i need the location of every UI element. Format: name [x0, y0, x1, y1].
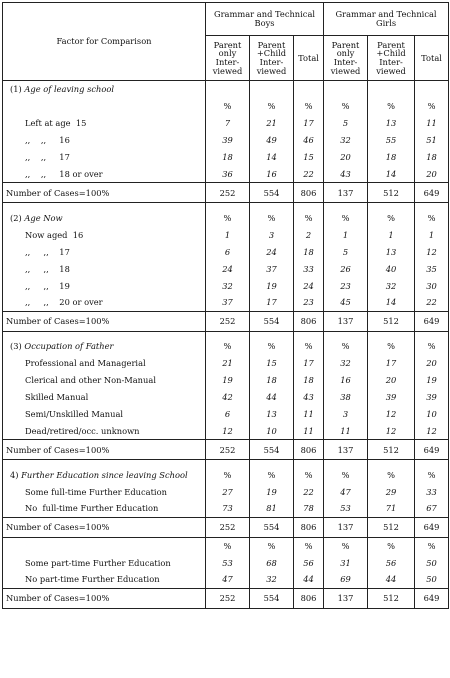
percent-sign: % — [415, 537, 449, 554]
value-cell: 27 — [206, 483, 250, 500]
value-cell: 30 — [415, 277, 449, 294]
table-row — [3, 372, 449, 389]
percent-sign: % — [324, 209, 368, 226]
value-cell: 13 — [250, 406, 294, 423]
table-row — [3, 166, 449, 183]
table-row — [3, 115, 449, 132]
percent-sign: % — [368, 338, 415, 355]
cases-value: 554 — [250, 183, 294, 203]
value-cell: 17 — [250, 294, 294, 311]
table-row — [3, 355, 449, 372]
value-cell: 33 — [294, 260, 324, 277]
percent-sign: % — [324, 338, 368, 355]
row-label: Clerical and other Non-Manual — [3, 372, 206, 389]
value-cell: 32 — [206, 277, 250, 294]
percent-sign: % — [415, 209, 449, 226]
factor-header: Factor for Comparison — [3, 3, 206, 81]
value-cell: 1 — [415, 226, 449, 243]
value-cell: 7 — [206, 115, 250, 132]
value-cell: 19 — [415, 372, 449, 389]
section-heading-row — [3, 81, 449, 98]
table-row — [3, 483, 449, 500]
row-label: Some part-time Further Education — [3, 554, 206, 571]
value-cell: 56 — [294, 554, 324, 571]
value-cell: 17 — [294, 115, 324, 132]
value-cell: 44 — [250, 389, 294, 406]
percent-sign: % — [206, 98, 250, 115]
value-cell: 50 — [415, 571, 449, 588]
percent-sign: % — [368, 466, 415, 483]
value-cell: 24 — [206, 260, 250, 277]
value-cell: 42 — [206, 389, 250, 406]
value-cell — [368, 81, 415, 98]
cases-label: Number of Cases=100% — [3, 311, 206, 331]
value-cell: 35 — [415, 260, 449, 277]
value-cell: 47 — [324, 483, 368, 500]
table-row — [3, 98, 449, 115]
boys-parent-header: Parent only Inter- viewed — [206, 36, 250, 81]
percent-sign: % — [250, 98, 294, 115]
percent-sign: % — [294, 466, 324, 483]
row-label: Professional and Managerial — [3, 355, 206, 372]
value-cell: 10 — [250, 423, 294, 440]
section-title-text: Age Now — [24, 212, 63, 223]
cases-value: 252 — [206, 183, 250, 203]
section-title-text: Occupation of Father — [24, 341, 114, 351]
value-cell: 11 — [294, 423, 324, 440]
cases-value: 137 — [324, 440, 368, 460]
percent-sign: % — [294, 209, 324, 226]
value-cell: 37 — [206, 294, 250, 311]
value-cell: 12 — [415, 423, 449, 440]
row-label: ,, ,, 19 — [3, 277, 206, 294]
section-title-text: Further Education since leaving School — [21, 469, 188, 480]
table-row — [3, 132, 449, 149]
section-title — [3, 466, 206, 483]
value-cell: 11 — [415, 115, 449, 132]
value-cell: 51 — [415, 132, 449, 149]
value-cell: 5 — [324, 115, 368, 132]
value-cell: 53 — [206, 554, 250, 571]
value-cell: 1 — [206, 226, 250, 243]
value-cell: 23 — [294, 294, 324, 311]
percent-sign: % — [250, 338, 294, 355]
row-label: No full-time Further Education — [3, 500, 206, 517]
percent-sign: % — [368, 209, 415, 226]
section-heading-row — [3, 209, 449, 226]
percent-sign: % — [324, 98, 368, 115]
value-cell: 78 — [294, 500, 324, 517]
value-cell: 1 — [324, 226, 368, 243]
cases-value: 137 — [324, 183, 368, 203]
percent-sign: % — [250, 537, 294, 554]
row-label — [3, 98, 206, 115]
value-cell: 15 — [294, 149, 324, 166]
value-cell: 33 — [415, 483, 449, 500]
cases-value: 554 — [250, 311, 294, 331]
row-label: ,, ,, 16 — [3, 132, 206, 149]
cases-value: 252 — [206, 517, 250, 537]
value-cell: 19 — [206, 372, 250, 389]
table-row — [3, 406, 449, 423]
cases-value: 649 — [415, 517, 449, 537]
table-row — [3, 260, 449, 277]
cases-value: 649 — [415, 311, 449, 331]
value-cell: 3 — [250, 226, 294, 243]
row-label: Skilled Manual — [3, 389, 206, 406]
value-cell — [324, 81, 368, 98]
value-cell: 16 — [324, 372, 368, 389]
percent-sign: % — [415, 338, 449, 355]
value-cell: 6 — [206, 243, 250, 260]
section-title-text: Age of leaving school — [24, 84, 114, 95]
percent-sign: % — [294, 338, 324, 355]
value-cell: 21 — [206, 355, 250, 372]
cases-value: 806 — [294, 311, 324, 331]
row-label: ,, ,, 18 or over — [3, 166, 206, 183]
percent-sign: % — [250, 209, 294, 226]
section-title — [3, 81, 206, 98]
percent-sign: % — [206, 537, 250, 554]
value-cell: 71 — [368, 500, 415, 517]
row-label: No part-time Further Education — [3, 571, 206, 588]
value-cell: 45 — [324, 294, 368, 311]
value-cell: 55 — [368, 132, 415, 149]
value-cell: 36 — [206, 166, 250, 183]
value-cell: 26 — [324, 260, 368, 277]
value-cell: 18 — [294, 243, 324, 260]
value-cell: 40 — [368, 260, 415, 277]
value-cell: 12 — [368, 406, 415, 423]
value-cell: 32 — [368, 277, 415, 294]
row-label: Left at age 15 — [3, 115, 206, 132]
value-cell: 24 — [250, 243, 294, 260]
cases-label: Number of Cases=100% — [3, 183, 206, 203]
value-cell: 38 — [324, 389, 368, 406]
cases-value: 554 — [250, 440, 294, 460]
value-cell: 12 — [206, 423, 250, 440]
cases-value: 806 — [294, 183, 324, 203]
value-cell: 20 — [415, 166, 449, 183]
value-cell: 69 — [324, 571, 368, 588]
value-cell: 12 — [368, 423, 415, 440]
section-heading-row — [3, 466, 449, 483]
value-cell: 14 — [250, 149, 294, 166]
section-number: (2) — [10, 212, 25, 223]
percent-sign: % — [250, 466, 294, 483]
value-cell: 17 — [294, 355, 324, 372]
total-row — [3, 183, 449, 203]
value-cell: 20 — [368, 372, 415, 389]
value-cell: 56 — [368, 554, 415, 571]
value-cell: 2 — [294, 226, 324, 243]
total-row — [3, 311, 449, 331]
girls-total-header: Total — [415, 36, 449, 81]
value-cell: 37 — [250, 260, 294, 277]
cases-value: 252 — [206, 440, 250, 460]
percent-sign: % — [294, 537, 324, 554]
section-title — [3, 209, 206, 226]
value-cell: 15 — [250, 355, 294, 372]
value-cell: 16 — [250, 166, 294, 183]
value-cell: 21 — [250, 115, 294, 132]
row-label: Now aged 16 — [3, 226, 206, 243]
value-cell: 81 — [250, 500, 294, 517]
value-cell: 1 — [368, 226, 415, 243]
percent-sign: % — [324, 466, 368, 483]
section-number: 4) — [10, 469, 22, 480]
value-cell: 18 — [415, 149, 449, 166]
percent-sign: % — [415, 466, 449, 483]
girls-parent-child-header: Parent +Child Inter- viewed — [368, 36, 415, 81]
value-cell: 67 — [415, 500, 449, 517]
table-row — [3, 277, 449, 294]
value-cell: 18 — [206, 149, 250, 166]
value-cell: 17 — [368, 355, 415, 372]
table-row — [3, 389, 449, 406]
girls-parent-header: Parent only Inter- viewed — [324, 36, 368, 81]
section-number: (1) — [10, 84, 25, 95]
cases-value: 137 — [324, 517, 368, 537]
cases-value: 649 — [415, 588, 449, 608]
percent-sign: % — [415, 98, 449, 115]
value-cell: 13 — [368, 115, 415, 132]
value-cell: 68 — [250, 554, 294, 571]
percent-sign: % — [294, 98, 324, 115]
value-cell: 24 — [294, 277, 324, 294]
table-row — [3, 500, 449, 517]
cases-value: 806 — [294, 588, 324, 608]
value-cell: 20 — [415, 355, 449, 372]
cases-value: 512 — [368, 588, 415, 608]
value-cell: 12 — [415, 243, 449, 260]
value-cell: 22 — [294, 166, 324, 183]
cases-value: 137 — [324, 588, 368, 608]
comparison-table — [2, 2, 449, 609]
total-row — [3, 440, 449, 460]
value-cell: 10 — [415, 406, 449, 423]
value-cell: 14 — [368, 294, 415, 311]
value-cell: 44 — [294, 571, 324, 588]
boys-parent-child-header: Parent +Child Inter- viewed — [250, 36, 294, 81]
value-cell: 46 — [294, 132, 324, 149]
cases-value: 554 — [250, 588, 294, 608]
percent-sign: % — [206, 466, 250, 483]
table-row — [3, 294, 449, 311]
value-cell: 39 — [206, 132, 250, 149]
value-cell: 14 — [368, 166, 415, 183]
value-cell: 5 — [324, 243, 368, 260]
table-row — [3, 226, 449, 243]
value-cell: 22 — [415, 294, 449, 311]
percent-sign: % — [324, 537, 368, 554]
percent-sign: % — [368, 98, 415, 115]
total-row — [3, 517, 449, 537]
value-cell — [294, 81, 324, 98]
value-cell: 49 — [250, 132, 294, 149]
value-cell: 19 — [250, 483, 294, 500]
value-cell: 31 — [324, 554, 368, 571]
value-cell: 43 — [294, 389, 324, 406]
cases-value: 252 — [206, 588, 250, 608]
percent-sign: % — [206, 209, 250, 226]
value-cell: 32 — [324, 132, 368, 149]
value-cell: 39 — [415, 389, 449, 406]
cases-value: 252 — [206, 311, 250, 331]
table-body — [3, 81, 449, 609]
percent-sign: % — [206, 338, 250, 355]
row-label — [3, 537, 206, 554]
row-label: ,, ,, 17 — [3, 149, 206, 166]
value-cell: 29 — [368, 483, 415, 500]
value-cell: 22 — [294, 483, 324, 500]
value-cell: 53 — [324, 500, 368, 517]
value-cell: 18 — [294, 372, 324, 389]
value-cell: 13 — [368, 243, 415, 260]
boys-total-header: Total — [294, 36, 324, 81]
row-label: Dead/retired/occ. unknown — [3, 423, 206, 440]
cases-value: 806 — [294, 517, 324, 537]
value-cell: 32 — [324, 355, 368, 372]
cases-value: 554 — [250, 517, 294, 537]
total-row — [3, 588, 449, 608]
row-label: Semi/Unskilled Manual — [3, 406, 206, 423]
cases-value: 649 — [415, 183, 449, 203]
row-label: ,, ,, 20 or over — [3, 294, 206, 311]
value-cell: 18 — [250, 372, 294, 389]
value-cell: 19 — [250, 277, 294, 294]
value-cell: 50 — [415, 554, 449, 571]
cases-value: 137 — [324, 311, 368, 331]
table-row — [3, 149, 449, 166]
value-cell: 73 — [206, 500, 250, 517]
cases-value: 512 — [368, 311, 415, 331]
table-row — [3, 537, 449, 554]
cases-value: 512 — [368, 517, 415, 537]
section-title — [3, 338, 206, 355]
value-cell — [206, 81, 250, 98]
table-row — [3, 571, 449, 588]
value-cell: 47 — [206, 571, 250, 588]
percent-sign: % — [368, 537, 415, 554]
cases-value: 806 — [294, 440, 324, 460]
value-cell — [415, 81, 449, 98]
table-row — [3, 423, 449, 440]
value-cell: 11 — [294, 406, 324, 423]
value-cell: 32 — [250, 571, 294, 588]
value-cell: 18 — [368, 149, 415, 166]
cases-value: 512 — [368, 183, 415, 203]
row-label: ,, ,, 17 — [3, 243, 206, 260]
girls-group-header: Grammar and Technical Girls — [324, 3, 449, 36]
value-cell: 3 — [324, 406, 368, 423]
section-number: (3) — [10, 341, 25, 351]
section-heading-row — [3, 338, 449, 355]
cases-value: 512 — [368, 440, 415, 460]
cases-value: 649 — [415, 440, 449, 460]
value-cell: 43 — [324, 166, 368, 183]
value-cell: 39 — [368, 389, 415, 406]
value-cell: 20 — [324, 149, 368, 166]
row-label: ,, ,, 18 — [3, 260, 206, 277]
cases-label: Number of Cases=100% — [3, 517, 206, 537]
value-cell: 6 — [206, 406, 250, 423]
cases-label: Number of Cases=100% — [3, 440, 206, 460]
value-cell: 23 — [324, 277, 368, 294]
row-label: Some full-time Further Education — [3, 483, 206, 500]
value-cell — [250, 81, 294, 98]
cases-label: Number of Cases=100% — [3, 588, 206, 608]
value-cell: 44 — [368, 571, 415, 588]
table-row — [3, 554, 449, 571]
table-row — [3, 243, 449, 260]
value-cell: 11 — [324, 423, 368, 440]
boys-group-header: Grammar and Technical Boys — [206, 3, 324, 36]
